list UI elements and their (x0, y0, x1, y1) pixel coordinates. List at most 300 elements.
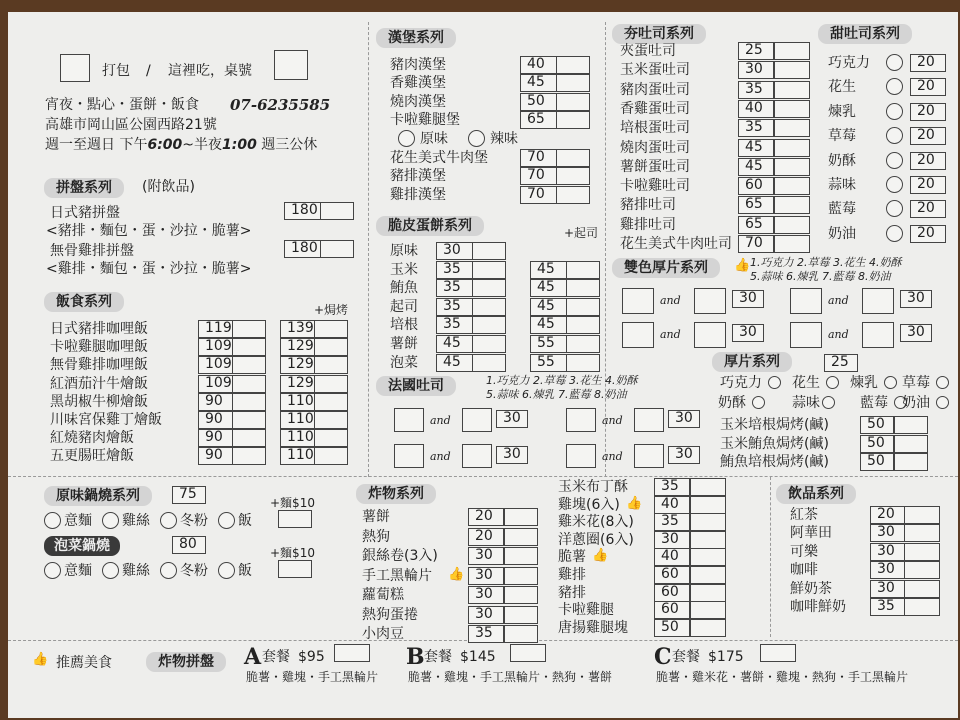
thick-flavor-label: 藍莓 (860, 395, 888, 411)
toast-item-name: 豬排吐司 (620, 197, 676, 214)
fried-qty-box[interactable] (504, 528, 538, 546)
set-c-price: $175 (708, 649, 744, 665)
fried-item-price: 35 (654, 513, 690, 531)
french-flavor-box-b[interactable] (462, 408, 492, 432)
drink-qty-box[interactable] (904, 598, 940, 616)
french-price: 30 (668, 410, 700, 428)
rice-price-1: 109 (198, 375, 238, 393)
french-flavors-1: 1.巧克力 2.草莓 3.花生 4.奶酥 (486, 374, 638, 387)
toast-qty-box[interactable] (774, 216, 810, 234)
pot1-option-label: 意麵 (64, 513, 92, 529)
rice-price-1: 119 (198, 320, 238, 338)
french-flavors-2: 5.蒜味 6.煉乳 7.藍莓 8.奶油 (486, 388, 627, 401)
and-label: and (430, 450, 451, 463)
fried-item-price: 35 (468, 625, 504, 643)
sweet-item-price: 20 (910, 176, 946, 194)
egg-price-2: 55 (530, 335, 570, 353)
french-price: 30 (496, 446, 528, 464)
fried-qty-box[interactable] (504, 625, 538, 643)
recommend-label: 推薦美食 (56, 655, 112, 671)
sweet-item-name: 草莓 (828, 128, 856, 145)
double-price: 30 (732, 290, 764, 308)
fried-qty-box[interactable] (504, 567, 538, 585)
sweet-item-name: 藍莓 (828, 201, 856, 218)
fried-item-price: 40 (654, 548, 690, 566)
toast-qty-box[interactable] (774, 119, 810, 137)
fried-item-price: 35 (654, 478, 690, 496)
burger-item-name: 雞排漢堡 (390, 186, 446, 203)
rice-qty-1[interactable] (232, 411, 266, 429)
rice-qty-1[interactable] (232, 356, 266, 374)
fried-qty-box[interactable] (690, 584, 726, 602)
sweet-select-circle[interactable] (886, 225, 903, 242)
fried-item-name: 玉米布丁酥 (558, 479, 628, 495)
egg-qty-2[interactable] (566, 261, 600, 279)
set-a-letter: A (244, 644, 262, 670)
double-flavor-box-a[interactable] (622, 322, 654, 348)
egg-item-name: 原味 (390, 243, 418, 259)
set-a-desc: 脆薯・雞塊・手工黑輪片 (246, 670, 379, 684)
pot1-title: 原味鍋燒系列 (44, 486, 152, 506)
sweet-select-circle[interactable] (886, 127, 903, 144)
fried-item-price: 20 (468, 508, 504, 526)
burger-title: 漢堡系列 (376, 28, 456, 48)
drink-item-name: 鮮奶茶 (790, 580, 832, 597)
and-label: and (828, 328, 849, 341)
thick-flavor-circle[interactable] (936, 376, 949, 389)
pot1-qty-box[interactable] (278, 510, 312, 528)
takeout-label: 打包 (102, 63, 130, 79)
thick-flavor-circle[interactable] (822, 396, 835, 409)
address: 高雄市岡山區公園西路21號 (45, 117, 217, 133)
thick-item-price: 50 (860, 435, 894, 453)
toast-qty-box[interactable] (774, 61, 810, 79)
drink-title: 飲品系列 (776, 484, 856, 504)
toast-item-price: 70 (738, 235, 774, 253)
toast-item-name: 花生美式牛肉吐司 (620, 236, 732, 252)
menu-sheet (8, 12, 958, 718)
pot2-option-label: 冬粉 (180, 563, 208, 579)
fried-item-name: 手工黑輪片 (362, 567, 432, 584)
fried-qty-box[interactable] (690, 531, 726, 549)
set-b-desc: 脆薯・雞塊・手工黑輪片・熱狗・薯餅 (408, 670, 613, 684)
burger-item-name: 豬排漢堡 (390, 168, 446, 185)
rice-qty-2[interactable] (314, 356, 348, 374)
egg-price-1: 45 (436, 335, 476, 353)
thick-flavor-circle[interactable] (826, 376, 839, 389)
toast-qty-box[interactable] (774, 158, 810, 176)
platter-item-name: 日式豬拼盤 (50, 205, 120, 221)
platter-qty-box[interactable] (320, 240, 354, 258)
pot2-option-circle[interactable] (102, 562, 119, 579)
french-flavor-box-b[interactable] (462, 444, 492, 468)
toast-item-price: 45 (738, 139, 774, 157)
egg-qty-1[interactable] (472, 354, 506, 372)
sweet-item-price: 20 (910, 54, 946, 72)
thick-title: 厚片系列 (712, 352, 792, 372)
toast-title: 夯吐司系列 (612, 24, 706, 44)
fried-qty-box[interactable] (690, 566, 726, 584)
burger-qty-box[interactable] (556, 56, 590, 74)
thick-flavor-label: 奶油 (902, 395, 930, 411)
thick-item-price: 50 (860, 416, 894, 434)
burger-item-name: 卡啦雞腿堡 (390, 112, 460, 129)
and-label: and (430, 414, 451, 427)
toast-item-name: 燒肉蛋吐司 (620, 139, 690, 156)
toast-item-price: 35 (738, 119, 774, 137)
rice-item-name: 黑胡椒牛柳燴飯 (50, 393, 148, 410)
double-flavor-box-b[interactable] (862, 288, 894, 314)
double-title: 雙色厚片系列 (612, 258, 720, 278)
pot2-extra: +麵$10 (270, 546, 315, 560)
drink-qty-box[interactable] (904, 506, 940, 524)
fried-item-name: 熱狗 (362, 528, 390, 545)
sweet-item-price: 20 (910, 103, 946, 121)
set-c-desc: 脆薯・雞米花・薯餅・雞塊・熱狗・手工黑輪片 (656, 670, 909, 684)
fried-item-name: 洋蔥圈(6入) (558, 531, 634, 548)
egg-item-name: 玉米 (390, 261, 418, 278)
burger-qty-box[interactable] (556, 74, 590, 92)
rice-qty-1[interactable] (232, 338, 266, 356)
rice-price-1: 109 (198, 338, 238, 356)
set-a-name: 套餐 (262, 649, 290, 665)
drink-item-name: 咖啡鮮奶 (790, 599, 846, 615)
sweet-select-circle[interactable] (886, 54, 903, 71)
burger-item-price: 45 (520, 74, 560, 92)
slash: / (146, 63, 151, 79)
and-label: and (660, 328, 681, 341)
sweet-item-price: 20 (910, 225, 946, 243)
fried-qty-box[interactable] (690, 601, 726, 619)
drink-item-price: 30 (870, 580, 906, 598)
rice-qty-2[interactable] (314, 447, 348, 465)
fried-qty-box[interactable] (504, 508, 538, 526)
double-flavor-box-a[interactable] (622, 288, 654, 314)
thick-flavor-label: 煉乳 (850, 375, 878, 391)
fried-qty-box[interactable] (504, 606, 538, 624)
burger-item-name: 花生美式牛肉堡 (390, 150, 488, 166)
egg-price-2: 55 (530, 354, 570, 372)
takeout-checkbox[interactable] (60, 54, 90, 82)
rice-price-1: 109 (198, 356, 238, 374)
pot2-option-label: 雞絲 (122, 563, 150, 579)
burger-qty-box[interactable] (556, 149, 590, 167)
sweet-select-circle[interactable] (886, 152, 903, 169)
platter-item-desc: <豬排・麵包・蛋・沙拉・脆薯> (46, 223, 252, 239)
fried-item-name: 小肉豆 (362, 626, 404, 642)
toast-item-name: 豬肉蛋吐司 (620, 81, 690, 98)
rice-price-2: 139 (280, 320, 320, 338)
toast-qty-box[interactable] (774, 100, 810, 118)
fried-qty-box[interactable] (504, 547, 538, 565)
fried-qty-box[interactable] (690, 513, 726, 531)
rice-qty-2[interactable] (314, 375, 348, 393)
rice-qty-2[interactable] (314, 338, 348, 356)
rice-price-1: 90 (198, 429, 238, 447)
pot1-option-label: 雞絲 (122, 513, 150, 529)
set-b-price: $145 (460, 649, 496, 665)
sweet-item-price: 20 (910, 78, 946, 96)
toast-qty-box[interactable] (774, 81, 810, 99)
egg-title: 脆皮蛋餅系列 (376, 216, 484, 236)
rice-price-2: 110 (280, 411, 320, 429)
burger-opt-spicy[interactable] (468, 130, 485, 147)
french-flavor-box-a[interactable] (566, 408, 596, 432)
double-flavor-box-b[interactable] (862, 322, 894, 348)
set-a-qty-box[interactable] (334, 644, 370, 662)
pot1-option-circle[interactable] (218, 512, 235, 529)
pot2-option-label: 意麵 (64, 563, 92, 579)
pot2-option-circle[interactable] (218, 562, 235, 579)
egg-qty-1[interactable] (472, 316, 506, 334)
fried-item-name: 熱狗蛋捲 (362, 606, 418, 623)
egg-item-name: 泡菜 (390, 354, 418, 371)
toast-item-price: 30 (738, 61, 774, 79)
pot1-option-circle[interactable] (44, 512, 61, 529)
sweet-item-name: 煉乳 (828, 103, 856, 120)
sweet-select-circle[interactable] (886, 200, 903, 217)
french-flavor-box-b[interactable] (634, 444, 664, 468)
egg-price-2: 45 (530, 261, 570, 279)
egg-qty-1[interactable] (472, 298, 506, 316)
rice-item-name: 紅酒茄汁牛燴飯 (50, 375, 148, 392)
french-flavor-box-a[interactable] (394, 444, 424, 468)
rice-price-2: 110 (280, 393, 320, 411)
tagline: 宵夜・點心・蛋餅・飯食 (45, 97, 199, 113)
pot1-option-circle[interactable] (102, 512, 119, 529)
toast-item-price: 60 (738, 177, 774, 195)
fried-title: 炸物系列 (356, 484, 436, 504)
toast-qty-box[interactable] (774, 196, 810, 214)
sweet-select-circle[interactable] (886, 176, 903, 193)
platter-title: 拼盤系列 (44, 178, 124, 198)
pot2-option-circle[interactable] (44, 562, 61, 579)
table-number-box[interactable] (274, 50, 308, 80)
egg-extra: +起司 (564, 226, 599, 240)
rice-qty-1[interactable] (232, 375, 266, 393)
burger-qty-box[interactable] (556, 186, 590, 204)
thumbs-up-icon: 👍 (626, 495, 643, 511)
toast-item-name: 卡啦雞吐司 (620, 178, 690, 195)
egg-qty-2[interactable] (566, 316, 600, 334)
french-flavor-box-b[interactable] (634, 408, 664, 432)
double-flavors-2: 5.蒜味 6.煉乳 7.藍莓 8.奶油 (750, 270, 891, 283)
toast-qty-box[interactable] (774, 42, 810, 60)
drink-item-price: 30 (870, 543, 906, 561)
burger-qty-box[interactable] (556, 167, 590, 185)
egg-price-2: 45 (530, 298, 570, 316)
thick-item-name: 玉米鮪魚焗烤(鹹) (720, 435, 829, 452)
thick-flavor-label: 草莓 (902, 375, 930, 391)
rice-item-name: 五更腸旺燴飯 (50, 448, 134, 465)
thick-flavor-circle[interactable] (936, 396, 949, 409)
platter-item-desc: <雞排・麵包・蛋・沙拉・脆薯> (46, 261, 252, 277)
double-flavors-1: 1.巧克力 2.草莓 3.花生 4.奶酥 (750, 256, 902, 269)
egg-qty-2[interactable] (566, 335, 600, 353)
sweet-item-name: 奶酥 (828, 152, 856, 169)
pot1-option-circle[interactable] (160, 512, 177, 529)
toast-item-price: 25 (738, 42, 774, 60)
double-flavor-box-a[interactable] (790, 322, 822, 348)
set-c-letter: C (654, 644, 672, 670)
rice-qty-2[interactable] (314, 393, 348, 411)
toast-qty-box[interactable] (774, 177, 810, 195)
platter-note: (附飲品) (142, 179, 195, 195)
sweet-select-circle[interactable] (886, 103, 903, 120)
egg-item-name: 培根 (390, 317, 418, 334)
thick-qty-box[interactable] (894, 416, 928, 434)
egg-qty-1[interactable] (472, 335, 506, 353)
and-label: and (602, 414, 623, 427)
burger-item-name: 燒肉漢堡 (390, 93, 446, 110)
drink-qty-box[interactable] (904, 561, 940, 579)
platter-qty-box[interactable] (320, 202, 354, 220)
burger-qty-box[interactable] (556, 111, 590, 129)
pot2-option-label: 飯 (238, 563, 252, 579)
pot2-option-circle[interactable] (160, 562, 177, 579)
egg-qty-1[interactable] (472, 242, 506, 260)
platter-item-price: 180 (284, 240, 324, 258)
drink-item-name: 咖啡 (790, 562, 818, 579)
thumbs-up-icon: 👍 (448, 566, 465, 582)
burger-item-price: 50 (520, 93, 560, 111)
toast-item-name: 薯餅蛋吐司 (620, 158, 690, 175)
set-b-qty-box[interactable] (510, 644, 546, 662)
drink-item-name: 阿華田 (790, 525, 832, 542)
sweet-item-price: 20 (910, 152, 946, 170)
egg-item-name: 薯餅 (390, 336, 418, 352)
egg-price-1: 30 (436, 242, 476, 260)
fried-platter-title: 炸物拼盤 (146, 652, 226, 672)
sweet-select-circle[interactable] (886, 78, 903, 95)
toast-item-price: 65 (738, 196, 774, 214)
french-flavor-box-a[interactable] (394, 408, 424, 432)
rice-qty-1[interactable] (232, 393, 266, 411)
thumbs-up-icon: 👍 (592, 548, 609, 564)
pot1-option-label: 冬粉 (180, 513, 208, 529)
fried-item-name: 雞塊(6入) (558, 496, 620, 513)
and-label: and (602, 450, 623, 463)
double-price: 30 (900, 324, 932, 342)
double-flavor-box-a[interactable] (790, 288, 822, 314)
drink-item-price: 30 (870, 561, 906, 579)
thick-qty-box[interactable] (894, 453, 928, 471)
egg-qty-1[interactable] (472, 261, 506, 279)
rice-price-2: 129 (280, 375, 320, 393)
toast-item-name: 玉米蛋吐司 (620, 62, 690, 79)
drink-item-price: 30 (870, 524, 906, 542)
rice-qty-2[interactable] (314, 411, 348, 429)
thick-qty-box[interactable] (894, 435, 928, 453)
rice-extra: +焗烤 (314, 303, 349, 317)
sweet-item-name: 蒜味 (828, 177, 856, 193)
pot2-price: 80 (172, 536, 206, 554)
rice-qty-2[interactable] (314, 429, 348, 447)
thick-flavor-label: 蒜味 (792, 395, 820, 411)
drink-qty-box[interactable] (904, 524, 940, 542)
double-flavor-box-b[interactable] (694, 322, 726, 348)
drink-item-price: 20 (870, 506, 906, 524)
drink-qty-box[interactable] (904, 580, 940, 598)
egg-item-name: 鮪魚 (390, 280, 418, 297)
egg-qty-2[interactable] (566, 298, 600, 316)
toast-qty-box[interactable] (774, 235, 810, 253)
thick-price: 25 (824, 354, 858, 372)
fried-qty-box[interactable] (690, 548, 726, 566)
toast-item-price: 35 (738, 81, 774, 99)
drink-qty-box[interactable] (904, 543, 940, 561)
and-label: and (828, 294, 849, 307)
toast-item-price: 65 (738, 216, 774, 234)
egg-price-1: 35 (436, 298, 476, 316)
platter-item-name: 無骨雞排拼盤 (50, 243, 134, 259)
egg-price-1: 45 (436, 354, 476, 372)
french-price: 30 (668, 446, 700, 464)
burger-opt-original[interactable] (398, 130, 415, 147)
pot1-extra: +麵$10 (270, 496, 315, 510)
burger-item-name: 香雞漢堡 (390, 75, 446, 92)
egg-price-2: 45 (530, 279, 570, 297)
sweet-item-price: 20 (910, 127, 946, 145)
set-a-price: $95 (298, 649, 325, 665)
fried-item-name: 蘿蔔糕 (362, 587, 404, 603)
burger-item-price: 70 (520, 149, 560, 167)
burger-item-price: 40 (520, 56, 560, 74)
pot2-qty-box[interactable] (278, 560, 312, 578)
rice-price-2: 110 (280, 429, 320, 447)
pot2-title: 泡菜鍋燒 (44, 536, 120, 556)
egg-qty-2[interactable] (566, 354, 600, 372)
rice-qty-2[interactable] (314, 320, 348, 338)
thumbs-up-icon: 👍 (734, 258, 751, 273)
rice-qty-1[interactable] (232, 429, 266, 447)
burger-item-name: 豬肉漢堡 (390, 57, 446, 73)
thick-flavor-circle[interactable] (752, 396, 765, 409)
thick-flavor-circle[interactable] (884, 376, 897, 389)
egg-qty-2[interactable] (566, 279, 600, 297)
french-flavor-box-a[interactable] (566, 444, 596, 468)
sweet-item-name: 奶油 (828, 225, 856, 242)
rice-qty-1[interactable] (232, 447, 266, 465)
fried-item-price: 30 (468, 547, 504, 565)
fried-item-name: 雞排 (558, 567, 586, 583)
fried-qty-box[interactable] (504, 586, 538, 604)
set-c-qty-box[interactable] (760, 644, 796, 662)
burger-qty-box[interactable] (556, 93, 590, 111)
pot1-price: 75 (172, 486, 206, 504)
fried-qty-box[interactable] (690, 478, 726, 496)
toast-qty-box[interactable] (774, 139, 810, 157)
and-label: and (660, 294, 681, 307)
fried-qty-box[interactable] (690, 619, 726, 637)
thick-flavor-circle[interactable] (768, 376, 781, 389)
burger-item-price: 65 (520, 111, 560, 129)
set-b-letter: B (406, 644, 425, 670)
rice-price-2: 129 (280, 338, 320, 356)
double-flavor-box-b[interactable] (694, 288, 726, 314)
fried-qty-box[interactable] (690, 496, 726, 514)
fried-item-name: 豬排 (558, 584, 586, 601)
fried-item-price: 30 (468, 606, 504, 624)
fried-item-price: 60 (654, 566, 690, 584)
rice-qty-1[interactable] (232, 320, 266, 338)
double-price: 30 (732, 324, 764, 342)
fried-item-name: 脆薯 (558, 549, 586, 566)
sweet-item-name: 巧克力 (828, 55, 870, 71)
thick-item-price: 50 (860, 453, 894, 471)
egg-qty-1[interactable] (472, 279, 506, 297)
pot1-option-label: 飯 (238, 513, 252, 529)
